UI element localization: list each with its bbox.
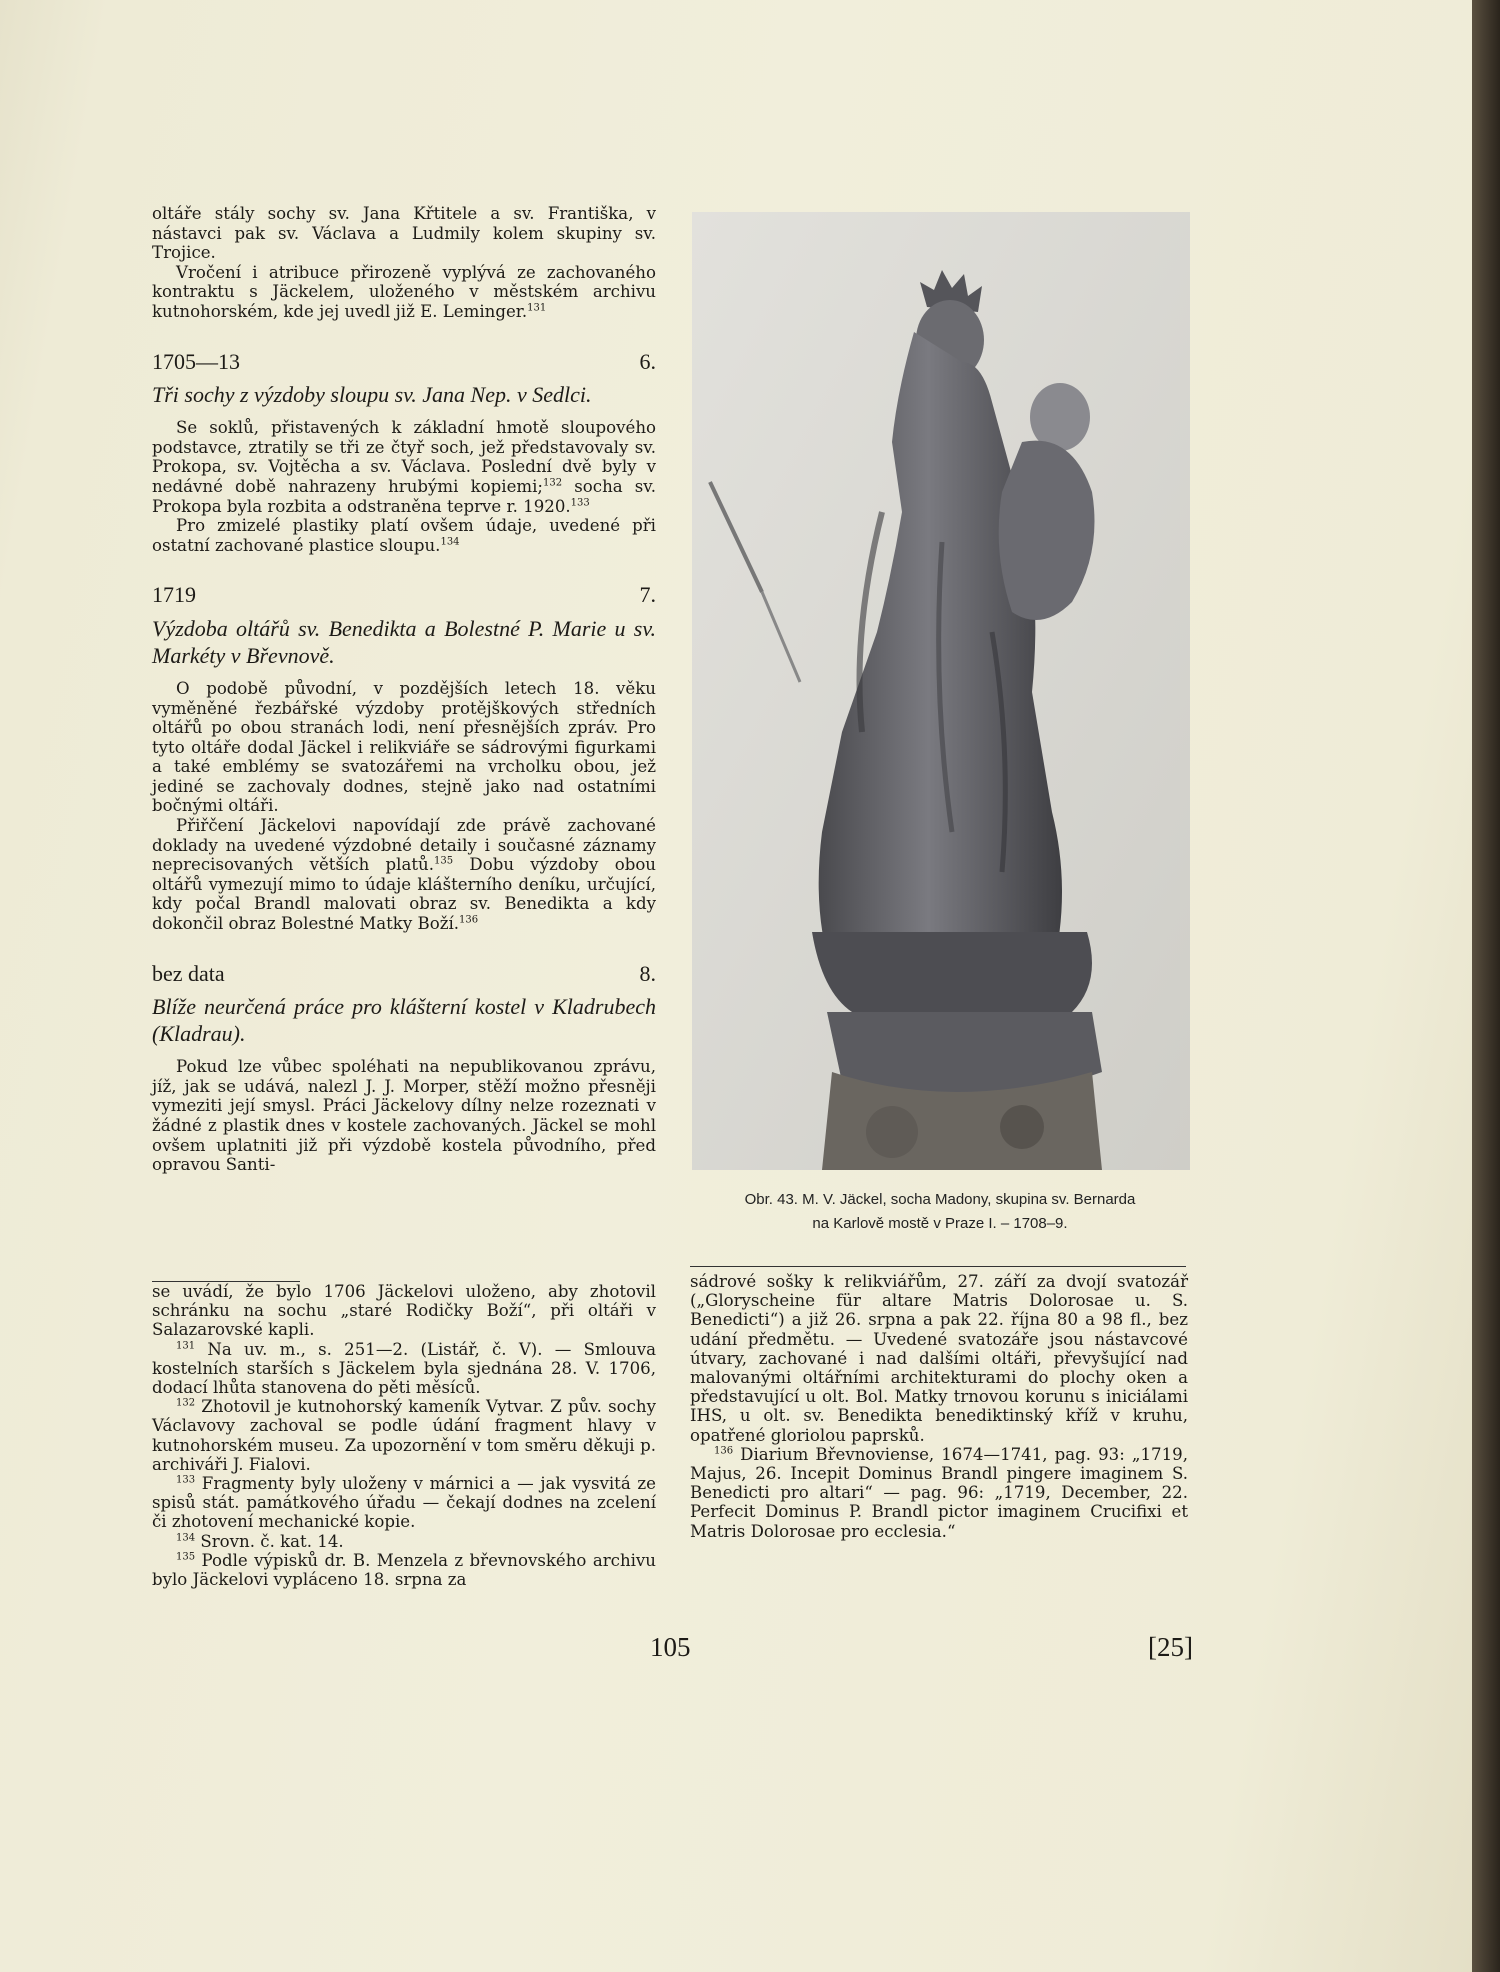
entry-7-paragraph-1: O podobě původní, v pozdějších letech 18. věku vyměněné řezbářské výzdoby protějškových středních oltářů po obou stranách lodi, není přesnějších zpráv. Pro tyto oltáře dodal Jäckel i relikviáře se sádrovými figurkami a také emblémy se svatozářemi na vrcholku obou, jež jediné se zachovaly dodnes, stejně jako nad ostatními bočnými oltáři. [152, 678, 656, 816]
footnote-ref: 134 [440, 536, 460, 548]
footnote-134: $^{134}$ Srovn. č. kat. 14. [176, 1531, 344, 1551]
page-number: 105 [650, 1632, 691, 1662]
page-edge-shadow [1472, 0, 1500, 1972]
footnote-ref: 131 [527, 302, 547, 314]
footnote-133: $^{133}$ Fragmenty byly uloženy v márnici a — jak vysvitá ze spisů stát. památkového úřadu — čekají dodnes na zcelení či zhotovení mechanické kopie. [152, 1474, 656, 1532]
entry-title-7: Výzdoba oltářů sv. Benedikta a Bolestné P. Marie u sv. Markéty v Břevnově. [152, 615, 656, 668]
intro-paragraph-1: oltáře stály sochy sv. Jana Křtitele a sv. Františka, v nástavci pak sv. Václava a Ludmily kolem skupiny sv. Trojice. [152, 204, 656, 263]
footnote-rule-right [690, 1266, 1186, 1267]
entry-8-paragraph-1: Pokud lze vůbec spoléhati na nepublikovanou zprávu, jíž, jak se udává, nalezl J. J. Morper, stěží možno přesněji vymeziti její smysl. Práci Jäckelovy dílny nelze rozeznati v žádné z plastik dnes v kostele zachovaných. Jäckel se mohl ovšem uplatniti již při výzdobě kostela původního, před opravou Santi- [152, 1057, 656, 1175]
entry-number: 8. [639, 960, 656, 986]
entry-7-paragraph-2: Přiřčení Jäckelovi napovídají zde právě zachované doklady na uvedené výzdobné detaily i současné záznamy neprecisovaných větších platů.$^{135}$ Dobu výzdoby obou oltářů vymezují mimo to údaje klášterního deníku, určující, kdy počal Brandl malovati obraz sv. Benedikta a kdy dokončil obraz Bolestné Matky Boží.$^{136}$ [152, 816, 656, 934]
footnote-135-continued: sádrové sošky k relikviářům, 27. září za dvojí svatozář („Gloryscheine für altare Matris Dolorosae u. S. Benedicti“) a již 26. srpna a pak 22. října 80 a 98 fl., bez udání předmětu. — Uvedené svatozáře jsou nástavcové útvary, zachované i nad dalšími oltáři, převyšující nad malovanými oltářními architekturami do plochy oken a představující u olt. Bol. Matky trnovou korunu s iniciálami IHS, u olt. sv. Benedikta benediktinský kříž v kruhu, opatřené gloriolou paprsků. [690, 1272, 1188, 1445]
entry-year: 1719 [152, 582, 196, 608]
footnote-ref: 136 [459, 914, 479, 926]
caption-line-2: na Karlově mostě v Praze I. – 1708–9. [812, 1215, 1068, 1232]
entry-year: bez data [152, 960, 225, 986]
entry-year: 1705—13 [152, 348, 240, 374]
catalog-entry-header-6 [152, 348, 656, 374]
catalog-entry-header-7 [152, 582, 656, 608]
footnote-ref: 132 [543, 477, 563, 489]
entry-number: 7. [639, 582, 656, 608]
footnote-ref: 135 [434, 855, 454, 867]
entry-number: 6. [639, 348, 656, 374]
footnote-136: $^{136}$ Diarium Břevnoviense, 1674—1741, pag. 93: „1719, Majus, 26. Incepit Dominus Brandl pingere imaginem S. Benedicti pro altari“ — pag. 96: „1719, December, 22. Perfecit Dominus P. Brandl pictor imaginem Crucifixi et Matris Dolorosae pro ecclesia.“ [690, 1444, 1188, 1541]
footnotes-right [690, 1272, 1188, 1541]
footnote-ref: 133 [570, 497, 590, 508]
entry-6-paragraph-1: Se soklů, přistavených k základní hmotě sloupového podstavce, ztratily se tři ze čtyř soch, jež představovaly sv. Prokopa, sv. Vojtěcha a sv. Václava. Poslední dvě byly v nedávné době nahrazeny hrubými kopiemi;$^{132}$ socha sv. Prokopa byla rozbita a odstraněna teprve r. 1920.$^{133}$ [152, 418, 656, 516]
entry-title-6: Tři sochy z výzdoby sloupu sv. Jana Nep. v Sedlci. [152, 382, 592, 408]
signature-mark: [25] [1148, 1632, 1193, 1662]
entry-6-paragraph-2: Pro zmizelé plastiky platí ovšem údaje, uvedené při ostatní zachované plastice sloupu.$^{134}$ [152, 516, 656, 555]
caption-line-1: Obr. 43. M. V. Jäckel, socha Madony, skupina sv. Bernarda [744, 1191, 1136, 1208]
madonna-statue-photo [692, 212, 1190, 1170]
statue-illustration [692, 212, 1190, 1170]
footnote-132: $^{132}$ Zhotovil je kutnohorský kameník Vytvar. Z pův. sochy Václavovy zachoval se podle údání fragment hlavy v kutnohorském museu. Za upozornění v tom směru děkuji p. archiváři J. Fialovi. [152, 1397, 656, 1474]
figure-caption [690, 1188, 1190, 1236]
intro-paragraph-2: Vročení i atribuce přirozeně vyplývá ze zachovaného kontraktu s Jäckelem, uloženého v městském archivu kutnohorském, kde jej uvedl již E. Leminger.$^{131}$ [152, 262, 656, 321]
entry-title-8: Blíže neurčená práce pro klášterní kostel v Kladrubech (Kladrau). [152, 994, 656, 1047]
footnote-continued: se uvádí, že bylo 1706 Jäckelovi uloženo, aby zhotovil schránku na sochu „staré Rodičky Boží“, při oltáři v Salazarovské kapli. [152, 1282, 656, 1340]
footnotes-left [152, 1282, 656, 1589]
footnote-131: $^{131}$ Na uv. m., s. 251—2. (Listář, č. V). — Smlouva kostelních starších s Jäckelem byla sjednána 28. V. 1706, dodací lhůta stanovena do pěti měsíců. [152, 1339, 656, 1398]
catalog-entry-header-8 [152, 960, 656, 986]
footnote-135: $^{135}$ Podle výpisků dr. B. Menzela z břevnovského archivu bylo Jäckelovi vypláceno 18. srpna za [152, 1550, 656, 1590]
left-column [152, 204, 656, 1175]
